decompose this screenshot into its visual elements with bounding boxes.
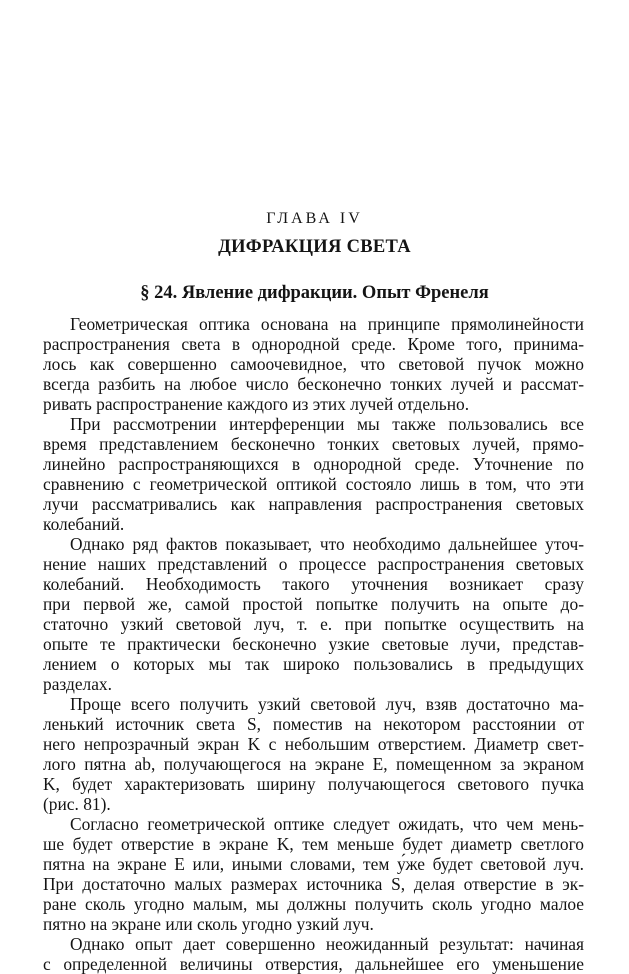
text-line: распространения света в однородной среде. Кроме того, принима- (43, 334, 584, 354)
text-line: K, будет характеризовать ширину получающегося светового пучка (43, 774, 584, 794)
text-line: время представлением бесконечно тонких световых лучей, прямо- (43, 434, 584, 454)
text-line: статочно узкий световой луч, т. е. при попытке осуществить на (43, 614, 584, 634)
text-line: лось как совершенно самоочевидное, что световой пучок можно (43, 354, 584, 374)
text-line: опыте те практически бесконечно узкие световые лучи, представ- (43, 634, 584, 654)
text-line: ривать распространение каждого из этих лучей отдельно. (43, 394, 470, 414)
text-line: Однако ряд фактов показывает, что необходимо дальнейшее уточ- (70, 534, 584, 554)
text-line: Согласно геометрической оптике следует ожидать, что чем мень- (70, 814, 584, 834)
paragraph (43, 694, 584, 814)
text-line: колебаний. (43, 514, 125, 534)
paragraph (43, 814, 584, 934)
text-line: Геометрическая оптика основана на принципе прямолинейности (70, 314, 584, 334)
text-line: колебаний. Необходимость такого уточнения возникает сразу (43, 574, 584, 594)
text-line: ране сколь угодно малым, мы должны получить сколь угодно малое (43, 894, 584, 914)
chapter-title: ДИФРАКЦИЯ СВЕТА (218, 237, 411, 257)
text-line: При достаточно малых размерах источника S, делая отверстие в эк- (43, 874, 584, 894)
text-line: него непрозрачный экран K с небольшим отверстием. Диаметр свет- (43, 734, 584, 754)
body-text (43, 314, 584, 974)
paragraph (43, 534, 584, 694)
text-line: лением о которых мы так широко пользовались в предыдущих (43, 654, 584, 674)
text-line: разделах. (43, 674, 112, 694)
text-line: с определенной величины отверстия, дальнейшее его уменьшение (43, 954, 584, 974)
text-line: всегда разбить на любое число бесконечно тонких лучей и рассмат- (43, 374, 584, 394)
text-line: пятно на экране или сколь угодно узкий луч. (43, 914, 374, 934)
section-heading: § 24. Явление дифракции. Опыт Френеля (140, 283, 489, 303)
text-line: Однако опыт дает совершенно неожиданный результат: начиная (70, 934, 584, 954)
text-line: При рассмотрении интерференции мы также пользовались все (70, 414, 584, 434)
paragraph (43, 314, 584, 414)
text-line: (рис. 81). (43, 794, 111, 814)
text-line: линейно распространяющихся в однородной среде. Уточнение по (43, 454, 584, 474)
text-line: ленький источник света S, поместив на некотором расстоянии от (43, 714, 584, 734)
paragraph (43, 414, 584, 534)
text-line: лучи рассматривались как направления распространения световых (43, 494, 584, 514)
paragraph (43, 934, 584, 974)
text-line: Проще всего получить узкий световой луч, взяв достаточно ма- (70, 694, 584, 714)
text-line: сравнению с геометрической оптикой состояло лишь в том, что эти (43, 474, 584, 494)
text-line: пятна на экране E или, иными словами, тем у́же будет световой луч. (43, 854, 584, 874)
text-line: ше будет отверстие в экране K, тем меньше будет диаметр светлого (43, 834, 584, 854)
text-line: при первой же, самой простой попытке получить на опыте до- (43, 594, 584, 614)
text-line: лого пятна ab, получающегося на экране E, помещенном за экраном (43, 754, 584, 774)
chapter-label: ГЛАВА IV (266, 210, 363, 227)
text-line: нение наших представлений о процессе распространения световых (43, 554, 584, 574)
